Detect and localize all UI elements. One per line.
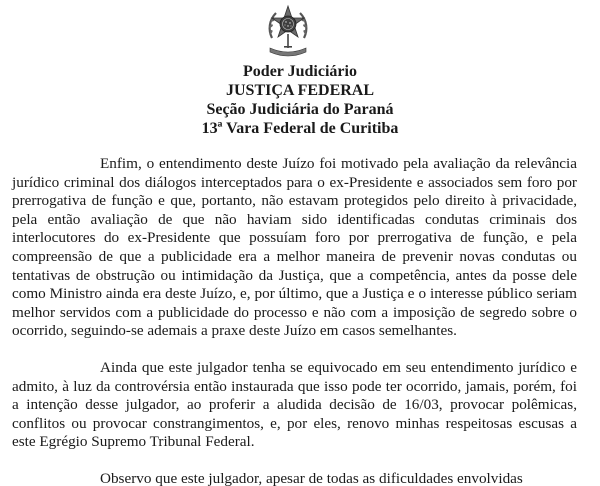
body-paragraph-3: Observo que este julgador, apesar de todas as dificuldades envolvidas: [100, 469, 523, 486]
document-header: [0, 62, 600, 138]
brazil-coat-of-arms-icon: [264, 4, 312, 58]
body-paragraph-2: Ainda que este julgador tenha se equivocado em seu entendimento jurídico e admito, à luz da controvérsia então instaurada que isso pode ter ocorrido, jamais, porém, foi a intenção desse julgador, ao proferir a aludida decisão de 16/03, provocar polêmicas, conflitos ou provocar constrangimentos, e, por eles, renovo minhas respeitosas escusas a este Egrégio Supremo Tribunal Federal.: [12, 358, 577, 451]
document-body: [12, 155, 577, 486]
header-judicial-section: Seção Judiciária do Paraná: [206, 101, 394, 118]
body-paragraph-1: Enfim, o entendimento deste Juízo foi motivado pela avaliação da relevância jurídico criminal dos diálogos interceptados para o ex-Presidente e associados sem foro por prerrogativa de função e que, portanto, não estavam protegidos pelo direito à privacidade, pela então avaliação de que não haviam sido identificadas condutas criminais dos interlocutores do ex-Presidente que possuíam foro por prerrogativa de função, e pela compreensão de que a publicidade era a melhor maneira de prevenir novas condutas ou tentativas de obstrução ou intimidação da Justiça, que a competência, antes da posse dele como Ministro ainda era deste Juízo, e, por último, que a Justiça e o interesse público seriam melhor servidos com a publicidade do processo e não com a imposição de segredo sobre o ocorrido, seguindo-se ademais a praxe deste Juízo em casos semelhantes.: [12, 155, 577, 340]
header-justice-federal: JUSTIÇA FEDERAL: [225, 82, 375, 99]
header-court-branch: Poder Judiciário: [243, 63, 357, 80]
header-court-vara: 13ª Vara Federal de Curitiba: [201, 120, 399, 137]
